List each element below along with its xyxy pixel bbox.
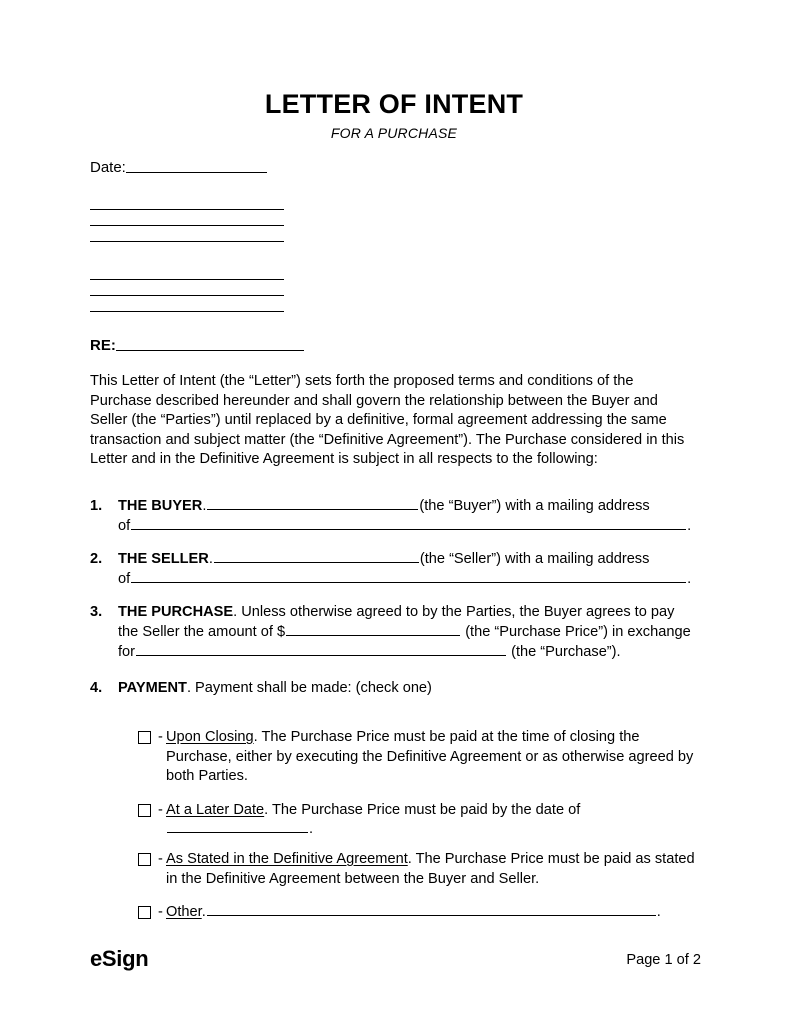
option-text: . The Purchase Price must be paid at the time of closing the Purchase, either by executing the Definitive Agreement or as otherwise agreed by both Parties. <box>166 729 694 785</box>
re-input-line[interactable] <box>116 350 304 351</box>
purchase-price-input-line[interactable] <box>286 623 460 636</box>
option-dash: - <box>158 904 163 921</box>
item-heading-punct: . <box>202 498 207 514</box>
checkbox-as-stated-in-definitive-agreement[interactable] <box>138 853 151 866</box>
option-trailing: . <box>309 821 314 838</box>
checkbox-other[interactable] <box>138 906 151 919</box>
item-number: 3. <box>90 604 103 621</box>
re-field-row <box>90 338 304 353</box>
item-the-purchase <box>90 603 698 662</box>
numbered-items <box>90 497 698 713</box>
option-label: As Stated in the Definitive Agreement <box>166 850 408 867</box>
date-label: Date: <box>90 159 126 176</box>
option-trailing: . <box>656 904 661 921</box>
date-input-line[interactable] <box>126 172 267 173</box>
payment-options <box>90 728 698 937</box>
date-field-row <box>90 160 267 175</box>
address-line-2[interactable] <box>90 225 284 226</box>
page-title: LETTER OF INTENT <box>264 89 524 119</box>
item-number: 4. <box>90 680 103 697</box>
item-heading: PAYMENT <box>118 680 187 697</box>
buyer-name-input-line[interactable] <box>207 497 418 510</box>
later-date-input-line[interactable] <box>167 820 308 833</box>
buyer-address-input-line[interactable] <box>131 517 686 530</box>
page-footer <box>90 946 701 976</box>
address-line-6[interactable] <box>90 311 284 312</box>
item-heading-punct: . <box>208 551 213 568</box>
checkbox-upon-closing[interactable] <box>138 731 151 744</box>
item-line-3: (the “Purchase”). <box>511 643 621 660</box>
item-line-2: (the “Purchase Price”) in exchange for <box>118 623 691 660</box>
page-number: Page 1 of 2 <box>626 952 701 968</box>
item-the-buyer <box>90 497 698 536</box>
item-of-label: of <box>118 517 131 534</box>
item-of-label: of <box>118 570 131 587</box>
option-label: At a Later Date <box>166 801 265 818</box>
option-body <box>166 903 698 923</box>
option-label: Other <box>166 904 202 921</box>
intro-paragraph: This Letter of Intent (the “Letter”) sets forth the proposed terms and conditions of the Purchase described hereunder and shall govern the relationship between the Buyer and Seller (the “Parties”) until replaced by a definitive, formal agreement addressing the same transaction and subject matter (the “Definitive Agreement”). The Purchase considered in this Letter and in the Definitive Agreement is subject in all respects to the following: <box>90 373 685 468</box>
option-label: Upon Closing <box>166 729 254 745</box>
option-text: . The Purchase Price must be paid by the date of <box>264 801 581 818</box>
item-number: 1. <box>90 498 103 514</box>
seller-address-input-line[interactable] <box>131 570 686 583</box>
item-heading: THE BUYER <box>118 498 203 514</box>
item-line-1: . Unless otherwise agreed to by the Parties, the Buyer agrees to pay the Seller the amount of $ <box>118 604 675 640</box>
item-mid-text: (the “Buyer”) with a mailing address <box>419 498 650 514</box>
esign-logo: eSign <box>90 946 149 971</box>
title-block <box>90 90 698 141</box>
address-line-1[interactable] <box>90 209 284 210</box>
option-upon-closing <box>90 728 698 787</box>
re-label: RE: <box>90 337 116 354</box>
option-dash: - <box>158 850 163 867</box>
other-input-line[interactable] <box>207 903 656 916</box>
option-body <box>166 728 698 787</box>
option-body <box>166 801 698 840</box>
option-body <box>166 850 698 889</box>
purchase-exchange-input-line[interactable] <box>136 643 506 656</box>
page-subtitle: FOR A PURCHASE <box>330 124 458 141</box>
address-line-4[interactable] <box>90 279 284 280</box>
option-text: . The Purchase Price must be paid as stated in the Definitive Agreement between the Buyer and Seller. <box>166 850 695 887</box>
item-period: . <box>687 517 692 534</box>
option-dash: - <box>158 729 163 745</box>
item-mid-text: (the “Seller”) with a mailing address <box>419 551 650 568</box>
option-text: . <box>201 904 206 921</box>
item-the-seller <box>90 550 698 589</box>
item-heading: THE SELLER <box>118 551 209 568</box>
option-dash: - <box>158 801 163 818</box>
address-line-3[interactable] <box>90 241 284 242</box>
item-payment <box>90 679 698 699</box>
item-number: 2. <box>90 551 103 568</box>
option-at-a-later-date <box>90 801 698 840</box>
option-as-stated-in-definitive-agreement <box>90 850 698 889</box>
seller-name-input-line[interactable] <box>214 550 419 563</box>
option-other <box>90 903 698 923</box>
item-period: . <box>687 570 692 587</box>
address-line-5[interactable] <box>90 295 284 296</box>
checkbox-at-a-later-date[interactable] <box>138 804 151 817</box>
item-heading: THE PURCHASE <box>118 604 234 621</box>
item-line-1: . Payment shall be made: (check one) <box>186 680 432 697</box>
